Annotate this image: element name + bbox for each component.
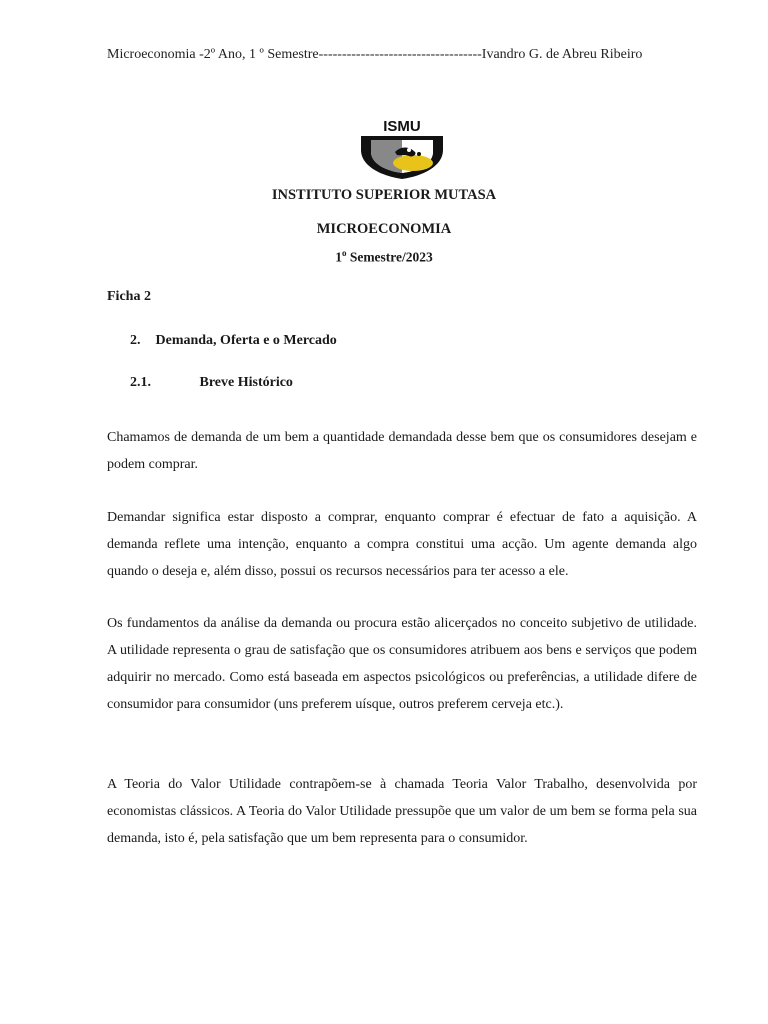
course-title: MICROECONOMIA <box>316 221 452 237</box>
running-header: Microeconomia -2º Ano, 1 º Semestre-----------------------------------Ivandro G. de Abreu Ribeiro <box>107 47 643 62</box>
semester-line <box>0 248 768 266</box>
semester-number: 1 <box>335 249 342 265</box>
subsection-heading <box>130 375 293 391</box>
section-title: Demanda, Oferta e o Mercado <box>155 333 337 348</box>
semester-text: Semestre/2023 <box>346 249 433 265</box>
subsection-number: 2.1. <box>130 375 151 390</box>
svg-text:ISMU: ISMU <box>383 118 421 135</box>
semester-ordinal: o <box>341 248 347 258</box>
paragraph-teoria-valor: A Teoria do Valor Utilidade contrapõem-se à chamada Teoria Valor Trabalho, desenvolvida por economistas clássicos. A Teoria do Valor Utilidade pressupõe que um valor de um bem se forma pela sua demanda, isto é, pela satisfação que um bem representa para o consumidor. <box>107 777 697 846</box>
section-number: 2. <box>130 333 141 348</box>
institute-title: INSTITUTO SUPERIOR MUTASA <box>271 187 497 203</box>
ismu-logo <box>357 116 447 180</box>
section-heading <box>130 333 337 349</box>
paragraph-demandar: Demandar significa estar disposto a comprar, enquanto comprar é efectuar de fato a aquisição. A demanda reflete uma intenção, enquanto a compra constitui uma acção. Um agente demanda algo quando o deseja e, além disso, possui os recursos necessários para ter acesso a ele. <box>107 510 697 579</box>
subsection-title: Breve Histórico <box>199 375 293 390</box>
paragraph-demanda-definicao: Chamamos de demanda de um bem a quantidade demandada desse bem que os consumidores desejam e podem comprar. <box>107 430 697 472</box>
ficha-label: Ficha 2 <box>107 289 151 304</box>
paragraph-utilidade: Os fundamentos da análise da demanda ou procura estão alicerçados no conceito subjetivo de utilidade. A utilidade representa o grau de satisfação que os consumidores atribuem aos bens e serviços que podem adquirir no mercado. Como está baseada em aspectos psicológicos ou preferências, a utilidade difere de consumidor para consumidor (uns preferem uísque, outros preferem cerveja etc.). <box>107 616 697 712</box>
